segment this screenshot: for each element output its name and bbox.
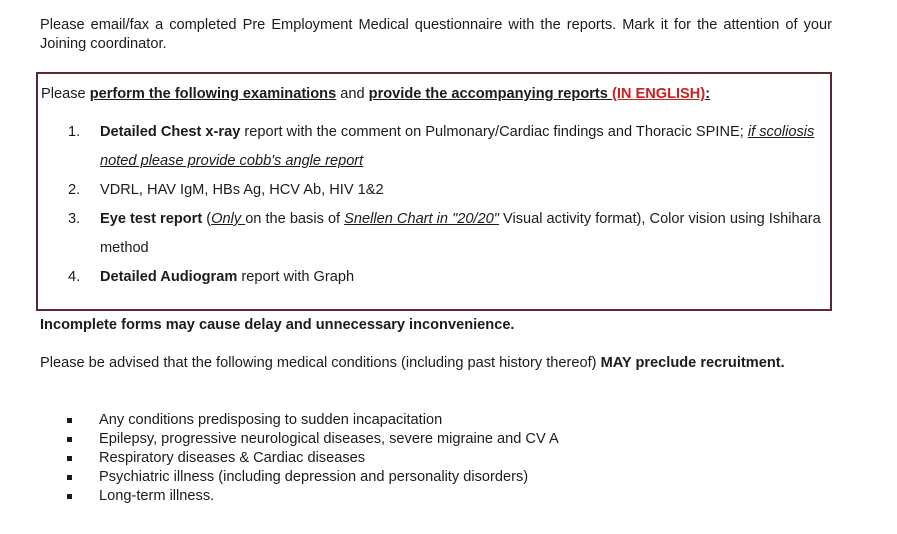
list-item — [62, 468, 559, 487]
exam-item-title: Eye test report — [100, 211, 203, 227]
bullet-icon — [67, 475, 72, 480]
heading-perform-examinations: perform the following examinations — [89, 86, 337, 102]
exam-item-title: Detailed Chest x-ray — [100, 124, 241, 140]
heading-provide-reports: provide the accompanying reports — [368, 86, 612, 102]
incomplete-forms-warning: Incomplete forms may cause delay and unnecessary inconvenience. — [40, 317, 515, 333]
heading-text-2: and — [336, 86, 369, 102]
exam-item-text: report with Graph — [237, 269, 355, 285]
exam-item-only-note: Only — [211, 211, 246, 227]
bullet-icon — [67, 418, 72, 423]
exam-item-text: ( — [202, 211, 212, 227]
examinations-list — [38, 118, 828, 292]
list-item — [62, 487, 559, 506]
list-item — [62, 449, 559, 468]
exam-item-number: 1. — [68, 124, 81, 140]
condition-text: Any conditions predisposing to sudden incapacitation — [99, 412, 443, 428]
exam-item-text: report with the comment on Pulmonary/Cardiac findings and Thoracic SPINE; — [240, 124, 748, 140]
advice-paragraph — [40, 354, 832, 373]
condition-text: Epilepsy, progressive neurological diseases, severe migraine and CV A — [99, 431, 559, 447]
exam-item-chest-xray — [38, 118, 828, 176]
exam-item-text: VDRL, HAV IgM, HBs Ag, HCV Ab, HIV 1&2 — [100, 182, 384, 198]
condition-text: Long-term illness. — [99, 488, 215, 504]
exam-item-title: Detailed Audiogram — [100, 269, 238, 285]
exam-item-audiogram — [38, 263, 828, 292]
condition-text: Respiratory diseases & Cardiac diseases — [99, 450, 366, 466]
bullet-icon — [67, 494, 72, 499]
conditions-list — [62, 411, 559, 506]
heading-colon: : — [705, 86, 711, 102]
advice-bold-text: MAY preclude recruitment. — [600, 355, 785, 371]
intro-paragraph: Please email/fax a completed Pre Employment Medical questionnaire with the reports. Mark it for the attention of your Joining coordinator. — [40, 17, 832, 52]
exam-item-snellen-note: Snellen Chart in "20/20" — [344, 211, 499, 227]
advice-text: Please be advised that the following medical conditions (including past history thereof) — [40, 355, 601, 371]
list-item — [62, 411, 559, 430]
exam-item-blood-tests — [38, 176, 828, 205]
exam-item-number: 3. — [68, 211, 81, 227]
examinations-heading — [41, 86, 710, 102]
bullet-icon — [67, 437, 72, 442]
list-item — [62, 430, 559, 449]
heading-in-english: (IN ENGLISH) — [611, 86, 706, 102]
condition-text: Psychiatric illness (including depression and personality disorders) — [99, 469, 529, 485]
exam-item-eye-test — [38, 205, 828, 263]
exam-item-text: Visual activity format), Color vision using Ishihara method — [100, 211, 821, 256]
exam-item-number: 2. — [68, 182, 81, 198]
heading-text-1: Please — [41, 86, 90, 102]
bullet-icon — [67, 456, 72, 461]
exam-item-number: 4. — [68, 269, 81, 285]
exam-item-text: on the basis of — [245, 211, 345, 227]
exam-item-scoliosis-note: if scoliosis noted please provide cobb's angle report — [100, 124, 815, 169]
examinations-box — [36, 72, 832, 311]
